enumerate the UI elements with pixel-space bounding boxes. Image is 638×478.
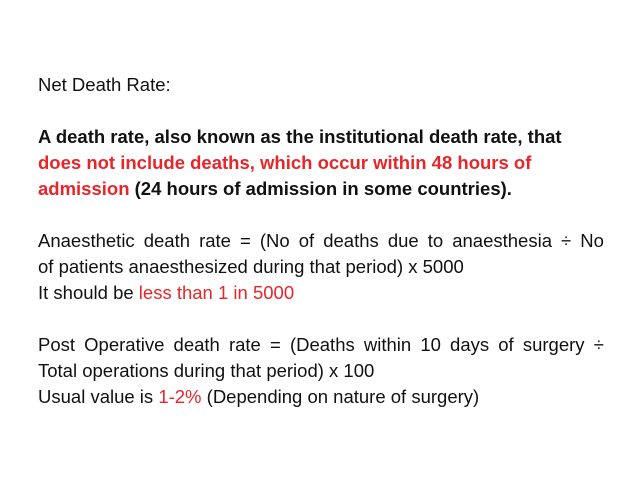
post-operative-formula-line-2: Total operations during that period) x 100: [38, 360, 375, 381]
definition-suffix: (24 hours of admission in some countries).: [129, 178, 512, 199]
anaesthetic-formula-line-2: of patients anaesthesized during that period) x 5000: [38, 256, 464, 277]
slide-heading: Net Death Rate:: [38, 74, 171, 95]
word: death: [173, 334, 220, 355]
definition-block: [38, 124, 604, 202]
definition-line-3: [38, 176, 604, 202]
word: rate: [199, 230, 231, 251]
word: surgery: [522, 334, 585, 355]
post-operative-usual-value: 1-2%: [158, 386, 202, 407]
definition-line-1: A death rate, also known as the institutional death rate, that: [38, 126, 562, 147]
word: Anaesthetic: [38, 230, 135, 251]
word: deaths: [323, 230, 379, 251]
word: within: [363, 334, 412, 355]
anaesthetic-target-prefix: It should be: [38, 282, 139, 303]
word: anaesthesia: [452, 230, 552, 251]
anaesthetic-target-line: [38, 280, 604, 306]
word: days: [450, 334, 490, 355]
post-operative-block: [38, 332, 604, 410]
post-operative-usual-line: [38, 384, 604, 410]
divide-symbol: ÷: [561, 230, 572, 251]
anaesthetic-block: [38, 228, 604, 306]
heading-block: [38, 72, 604, 98]
word: (Deaths: [289, 334, 355, 355]
word: of: [498, 334, 514, 355]
post-operative-usual-suffix: (Depending on nature of surgery): [201, 386, 480, 407]
post-operative-usual-prefix: Usual value is: [38, 386, 159, 407]
word: =: [240, 230, 251, 251]
word: to: [427, 230, 444, 251]
word: (No: [259, 230, 290, 251]
divide-symbol: ÷: [593, 334, 604, 355]
post-operative-formula-line-1: [38, 332, 604, 358]
definition-highlight-line: does not include deaths, which occur within 48 hours of: [38, 152, 532, 173]
slide-content: [38, 72, 604, 436]
word: Operative: [84, 334, 165, 355]
word: =: [270, 334, 281, 355]
anaesthetic-formula-line-1: [38, 228, 604, 254]
word: rate: [228, 334, 261, 355]
definition-highlight-admission: admission: [38, 178, 130, 199]
anaesthetic-target-value: less than 1 in 5000: [138, 282, 295, 303]
word: of: [298, 230, 315, 251]
word: due: [387, 230, 419, 251]
word: No: [580, 230, 604, 251]
word: Post: [38, 334, 76, 355]
word: death: [143, 230, 191, 251]
word: 10: [420, 334, 441, 355]
